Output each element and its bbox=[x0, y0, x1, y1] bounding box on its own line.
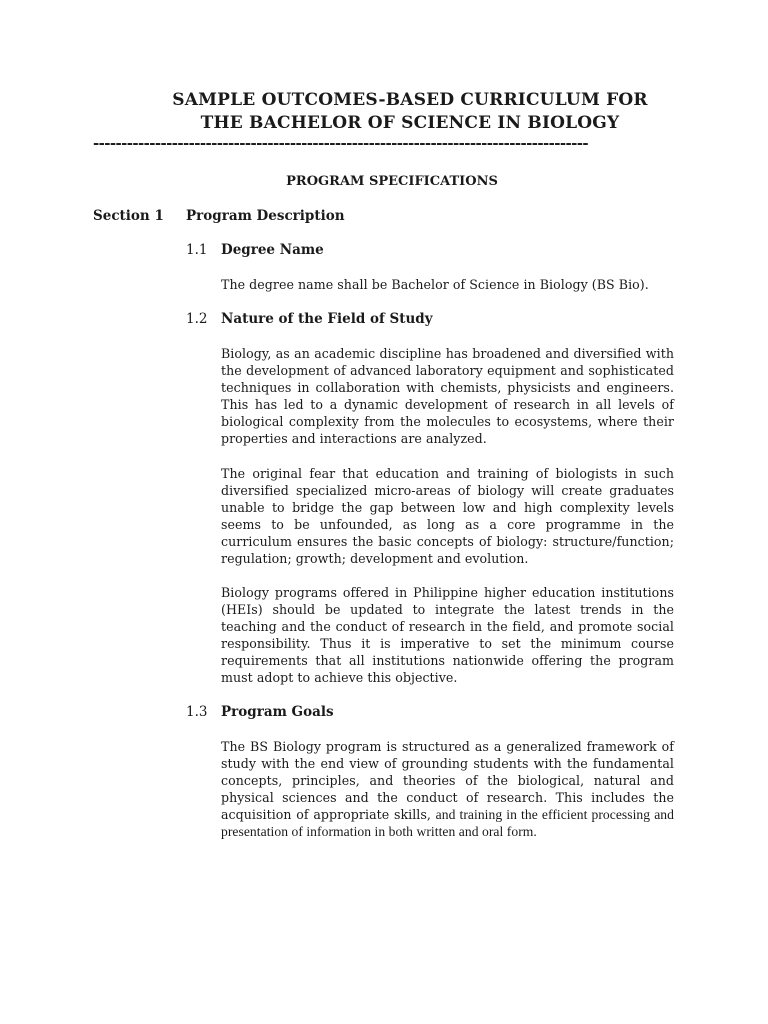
paragraph-nature-3: Biology programs offered in Philippine higher education institutions (HEIs) should be updated to integrate the latest trends in the teaching and the conduct of research in the field, and promote social responsibility. Thus it is imperative to set the minimum course requirements that all institutions nationwide offering the program must adopt to achieve this objective. bbox=[221, 585, 674, 686]
paragraph-program-goals-part-2: and training in the efficient processing and presentation of information in both written and oral form. bbox=[221, 807, 674, 840]
section-number: Section 1 bbox=[93, 208, 164, 224]
subsection-title-nature-of-field: Nature of the Field of Study bbox=[221, 311, 433, 327]
paragraph-nature-2: The original fear that education and training of biologists in such diversified specialized micro-areas of biology will create graduates unable to bridge the gap between low and high complexity levels seems to be unfounded, as long as a core programme in the curriculum ensures the basic concepts of biology: structure/function; regulation; growth; development and evolution. bbox=[221, 466, 674, 567]
subsection-title-program-goals: Program Goals bbox=[221, 704, 334, 720]
subsection-number-1-2: 1.2 bbox=[186, 311, 208, 327]
subsection-number-1-3: 1.3 bbox=[186, 704, 208, 720]
program-specifications-heading: PROGRAM SPECIFICATIONS bbox=[286, 174, 498, 189]
subsection-title-degree-name: Degree Name bbox=[221, 242, 324, 258]
document-title-line-2: THE BACHELOR OF SCIENCE IN BIOLOGY bbox=[200, 113, 620, 133]
paragraph-program-goals-part-1: The BS Biology program is structured as a generalized framework of study with the end view of grounding students with the fundamental concepts, principles, and theories of the biological, natural and physical sciences and the conduct of research. This includes the acquisition of appropriate skills, bbox=[221, 739, 674, 823]
section-title: Program Description bbox=[186, 208, 345, 224]
document-title-line-1: SAMPLE OUTCOMES-BASED CURRICULUM FOR bbox=[172, 90, 648, 110]
subsection-number-1-1: 1.1 bbox=[186, 242, 208, 258]
paragraph-degree-name: The degree name shall be Bachelor of Science in Biology (BS Bio). bbox=[221, 277, 649, 292]
paragraph-nature-1: Biology, as an academic discipline has broadened and diversified with the development of advanced laboratory equipment and sophisticated techniques in collaboration with chemists, physicists and engineers. This has led to a dynamic development of research in all levels of biological complexity from the molecules to ecosystems, where their properties and interactions are analyzed. bbox=[221, 346, 674, 447]
dashed-divider: ---------------------------------------------------------------------------------------- bbox=[93, 134, 589, 152]
paragraph-program-goals bbox=[221, 738, 674, 841]
